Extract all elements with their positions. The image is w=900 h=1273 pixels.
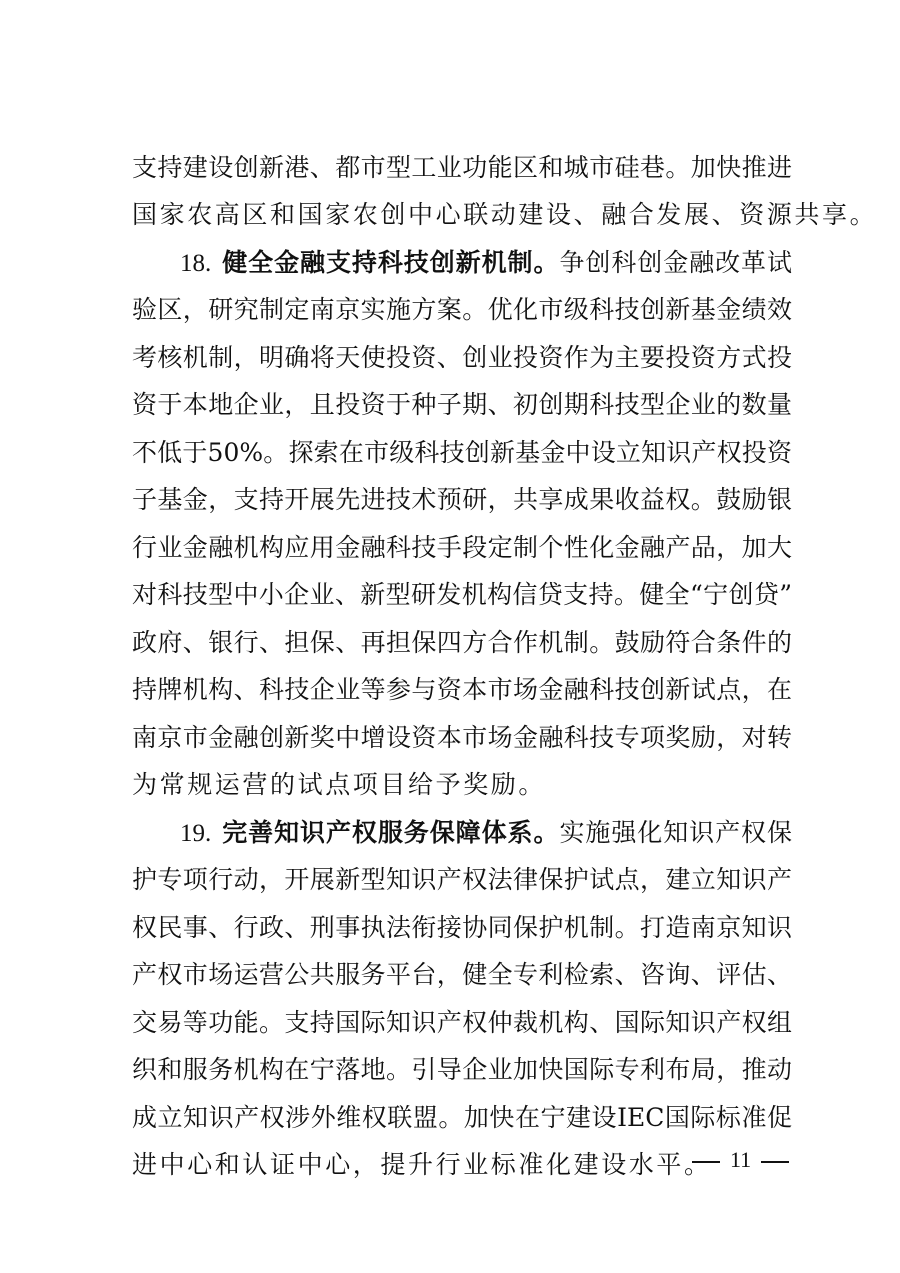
body-text-line: 南京市金融创新奖中增设资本市场金融科技专项奖励，对转 xyxy=(132,723,792,752)
body-text-line: 为常规运营的试点项目给予奖励。 xyxy=(132,770,547,799)
section-18-heading: 健全金融支持科技创新机制。 xyxy=(221,248,560,277)
body-text-line: 产权市场运营公共服务平台，健全专利检索、咨询、评估、 xyxy=(132,960,792,989)
body-text-line: 政府、银行、担保、再担保四方合作机制。鼓励符合条件的 xyxy=(132,628,792,657)
body-text-line: 支持建设创新港、都市型工业功能区和城市硅巷。加快推进 xyxy=(132,153,792,182)
section-18-first-line xyxy=(180,246,792,280)
body-text-line: 交易等功能。支持国际知识产权仲裁机构、国际知识产权组 xyxy=(132,1008,792,1037)
page-number-value: 11 xyxy=(730,1147,752,1172)
section-19-heading: 完善知识产权服务保障体系。 xyxy=(221,818,560,847)
section-19-number: 19. xyxy=(180,820,212,847)
body-text-line: 国家农高区和国家农创中心联动建设、融合发展、资源共享。 xyxy=(132,200,878,229)
body-text-line: 考核机制，明确将天使投资、创业投资作为主要投资方式投 xyxy=(132,343,792,372)
body-text-line: 不低于50%。探索在市级科技创新基金中设立知识产权投资 xyxy=(132,438,792,467)
section-18-text: 争创科创金融改革试 xyxy=(559,248,792,277)
body-text-line: 权民事、行政、刑事执法衔接协同保护机制。打造南京知识 xyxy=(132,913,792,942)
body-text-line: 子基金，支持开展先进技术预研，共享成果收益权。鼓励银 xyxy=(132,485,792,514)
body-text-line: 成立知识产权涉外维权联盟。加快在宁建设IEC国际标准促 xyxy=(132,1103,792,1132)
body-text-line: 对科技型中小企业、新型研发机构信贷支持。健全“宁创贷” xyxy=(132,580,792,609)
body-text-line-final: 进中心和认证中心，提升行业标准化建设水平。 xyxy=(132,1150,712,1179)
section-19-text: 实施强化知识产权保 xyxy=(559,818,792,847)
section-18-number: 18. xyxy=(180,250,212,277)
body-text-line: 验区，研究制定南京实施方案。优化市级科技创新基金绩效 xyxy=(132,295,792,324)
section-19-first-line xyxy=(180,816,792,850)
body-text-line: 护专项行动，开展新型知识产权法律保护试点，建立知识产 xyxy=(132,865,792,894)
body-text-line: 资于本地企业，且投资于种子期、初创期科技型企业的数量 xyxy=(132,390,792,419)
body-text-line: 织和服务机构在宁落地。引导企业加快国际专利布局，推动 xyxy=(132,1055,792,1084)
body-text-line: 持牌机构、科技企业等参与资本市场金融科技创新试点，在 xyxy=(132,675,792,704)
body-text-line: 行业金融机构应用金融科技手段定制个性化金融产品，加大 xyxy=(132,533,792,562)
